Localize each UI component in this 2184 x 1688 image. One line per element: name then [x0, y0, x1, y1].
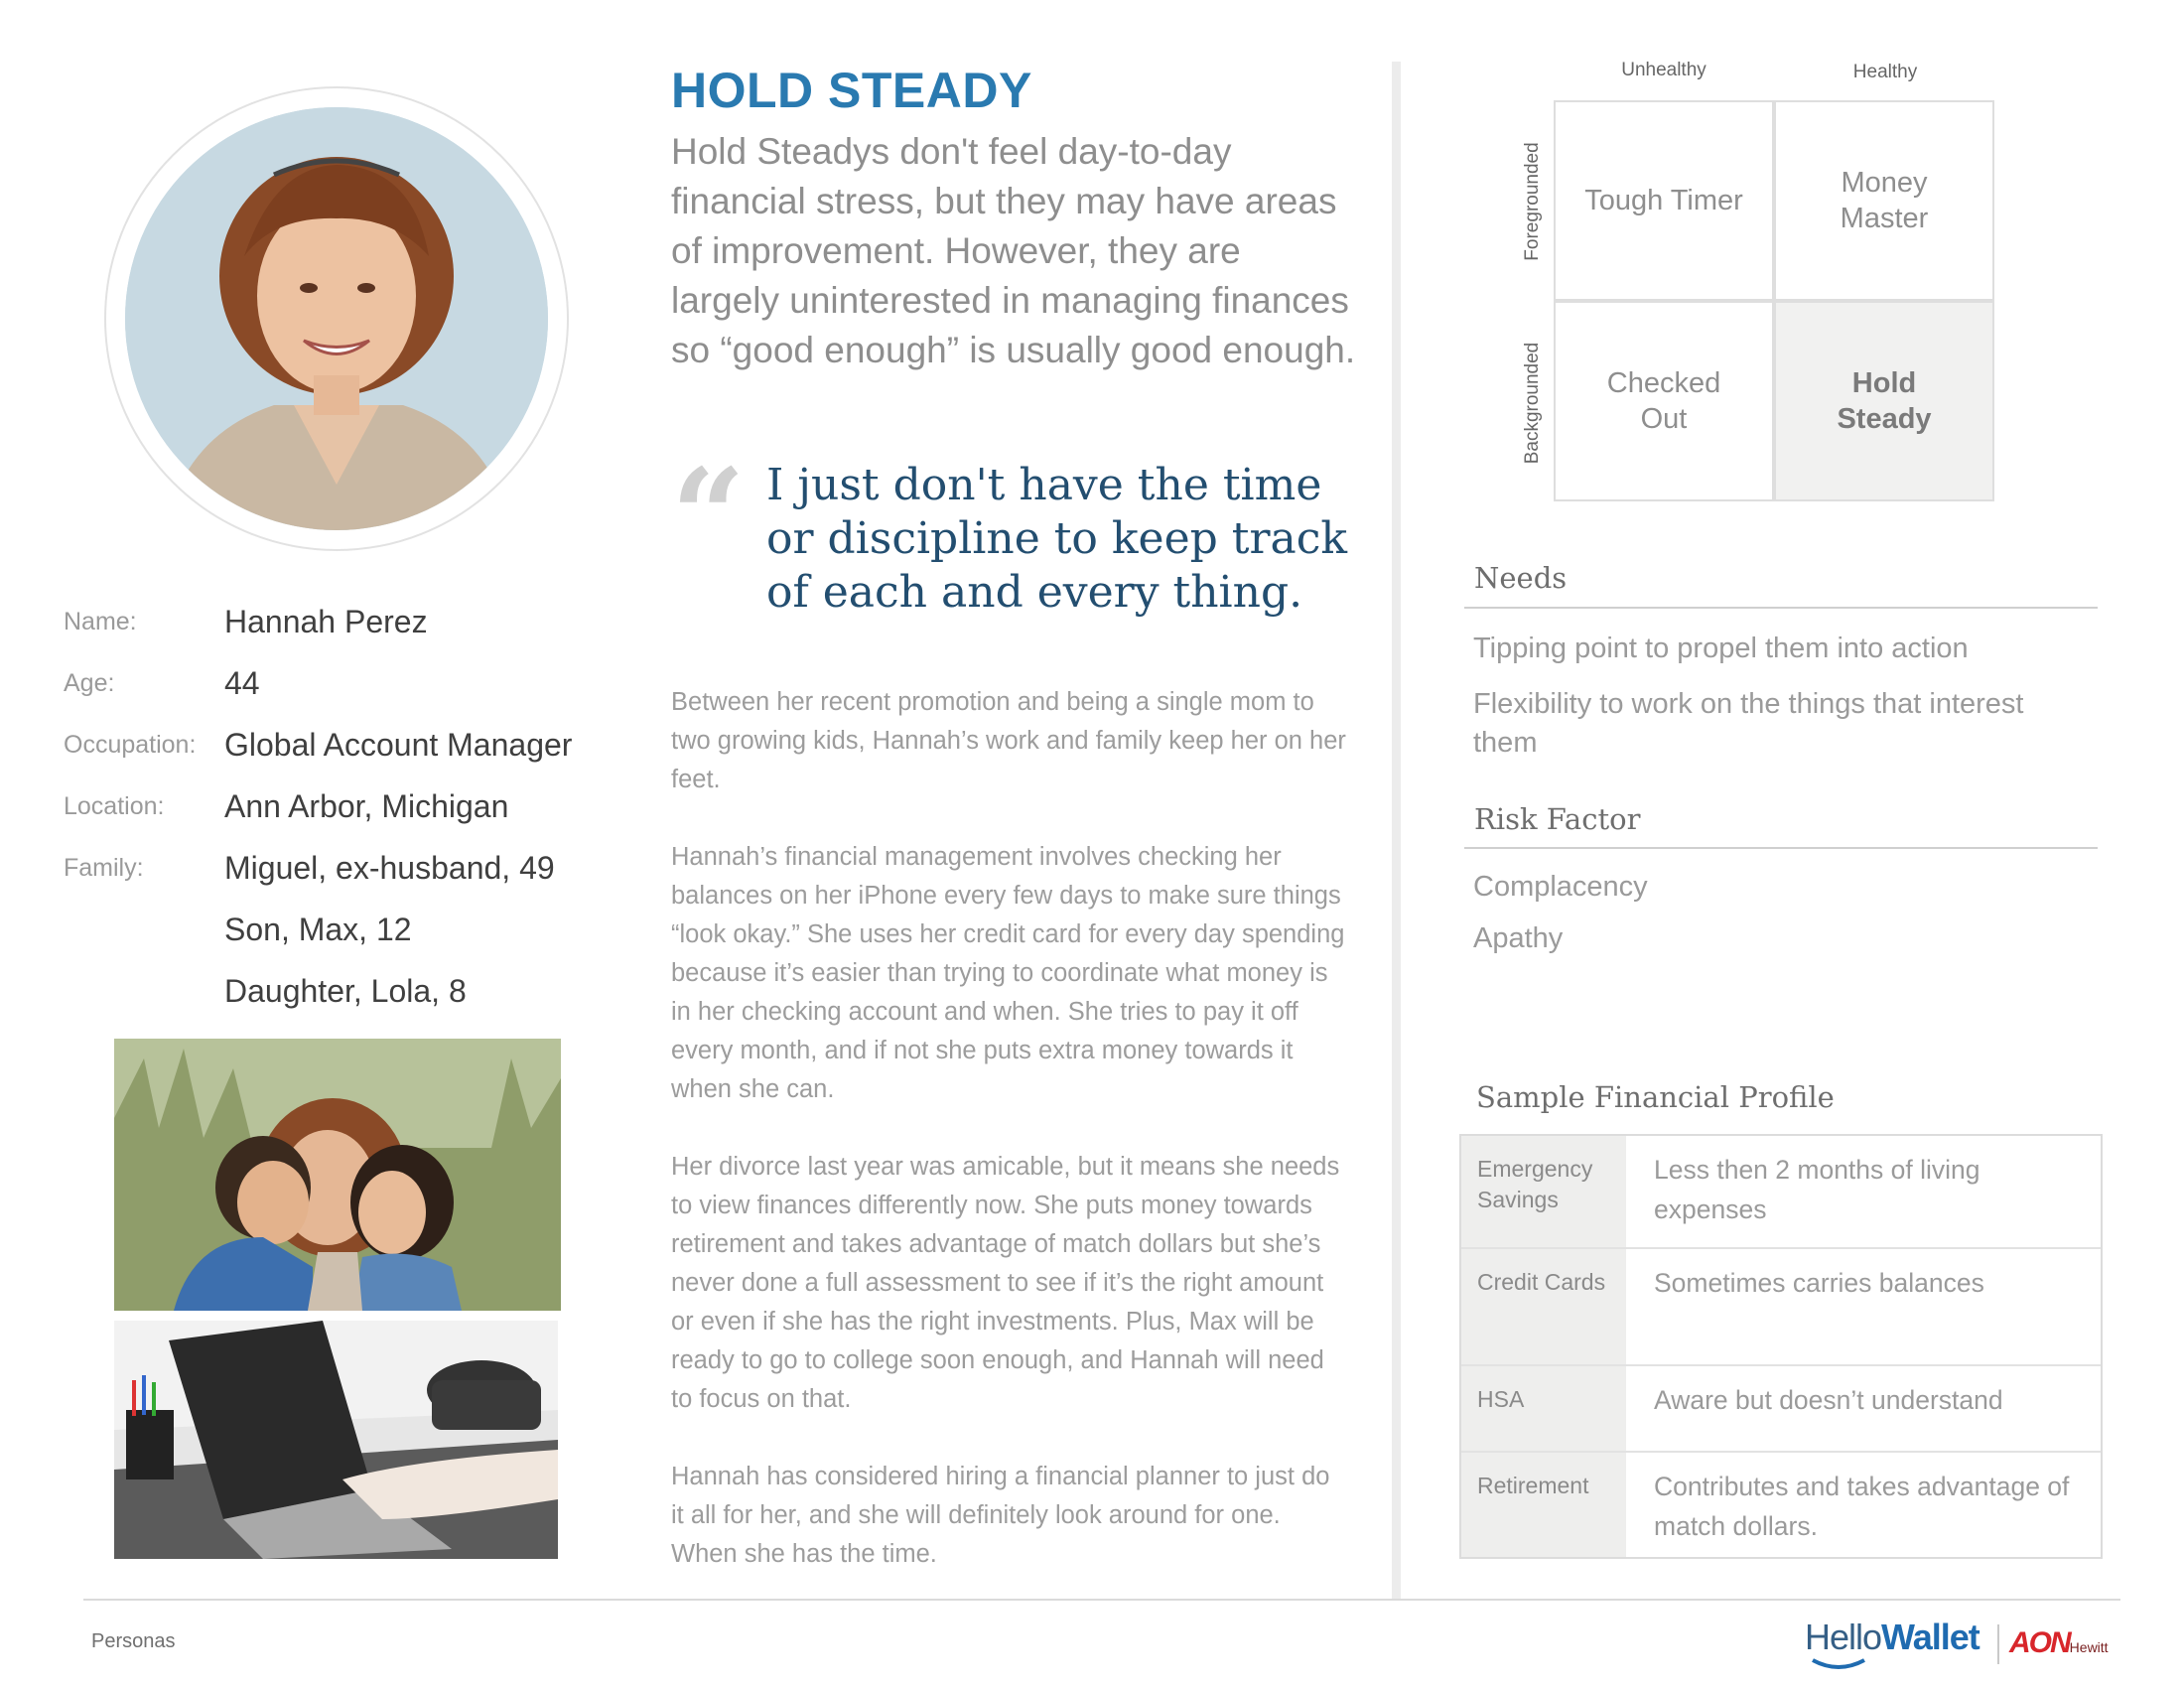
info-row-family-2	[64, 912, 619, 965]
risk-title: Risk Factor	[1474, 802, 1641, 836]
info-row-family	[64, 850, 619, 904]
story-paragraph: Hannah’s financial management involves checking her balances on her iPhone every few days to make sure things “look okay.” She uses her credit card for every day spending because it’s easier than trying to coordinate what money is in her checking account and when. She tries to pay it off every month, and if not she puts extra money towards it when she can.	[671, 843, 1345, 1103]
family-photo	[114, 1039, 561, 1311]
needs-item: Flexibility to work on the things that interest them	[1473, 688, 2024, 759]
brand-name-part: Hello	[1805, 1617, 1882, 1657]
occupation-label: Occupation:	[64, 731, 197, 759]
risk-item: Apathy	[1473, 922, 1564, 954]
persona-portrait-photo	[125, 107, 548, 530]
location-value: Ann Arbor, Michigan	[224, 788, 509, 824]
quadrant-cell-tough-timer	[1554, 100, 1774, 301]
persona-intro: Hold Steadys don't feel day-to-day financial stress, but they may have areas of improvement. However, they are largely uninterested in managing finances so “good enough” is usually good enough.	[671, 131, 1356, 370]
family-member: Miguel, ex-husband, 49	[224, 850, 555, 886]
profile-row	[1461, 1136, 2101, 1247]
persona-quote: I just don't have the time or discipline to keep track of each and every thing.	[766, 460, 1348, 618]
needs-divider	[1464, 607, 2098, 609]
profile-row-label: Retirement	[1461, 1453, 1626, 1557]
quadrant-cell-hold-steady	[1774, 301, 1994, 501]
name-label: Name:	[64, 608, 137, 635]
family-label: Family:	[64, 854, 144, 882]
column-divider	[1392, 62, 1401, 1599]
partner-name: AON	[2009, 1626, 2070, 1659]
location-label: Location:	[64, 792, 165, 820]
profile-title: Sample Financial Profile	[1476, 1080, 1835, 1114]
quadrant-row-label: Backgrounded	[1522, 342, 1543, 465]
profile-row-value: Aware but doesn’t understand	[1654, 1385, 2003, 1415]
persona-title: HOLD STEADY	[671, 63, 1032, 118]
laptop-photo	[114, 1321, 558, 1559]
needs-title: Needs	[1474, 561, 1568, 595]
info-row-location	[64, 788, 619, 842]
smile-icon	[1809, 1658, 1868, 1672]
age-value: 44	[224, 665, 260, 701]
profile-row	[1461, 1366, 2101, 1451]
quadrant-row-label: Foregrounded	[1522, 142, 1543, 261]
family-member: Son, Max, 12	[224, 912, 412, 947]
story-paragraph: Hannah has considered hiring a financial planner to just do it all for her, and she will definitely look around for one. When she has the time.	[671, 1463, 1330, 1568]
quadrant-cell-label: Tough Timer	[1584, 185, 1743, 216]
info-row-family-3	[64, 973, 619, 1027]
profile-row	[1461, 1249, 2101, 1364]
profile-row-label: Credit Cards	[1461, 1249, 1626, 1364]
quadrant-cell-label: Money Master	[1840, 167, 1929, 234]
quadrant-cell-label: Hold Steady	[1837, 367, 1932, 435]
family-member: Daughter, Lola, 8	[224, 973, 467, 1009]
footer-divider	[83, 1599, 2120, 1601]
needs-item: Tipping point to propel them into action	[1473, 633, 1969, 664]
aon-hewitt-logo	[2009, 1626, 2109, 1660]
profile-row	[1461, 1453, 2101, 1557]
info-row-name	[64, 604, 619, 657]
story-paragraph: Between her recent promotion and being a single mom to two growing kids, Hannah’s work and family keep her on her feet.	[671, 688, 1346, 793]
financial-profile-table	[1459, 1134, 2103, 1559]
risk-divider	[1464, 847, 2098, 849]
info-row-occupation	[64, 727, 619, 780]
name-value: Hannah Perez	[224, 604, 428, 639]
quadrant-cell-money-master	[1774, 100, 1994, 301]
profile-row-value: Sometimes carries balances	[1654, 1268, 1984, 1298]
story-paragraph: Her divorce last year was amicable, but it means she needs to view finances differently now. She puts money towards retirement and takes advantage of match dollars but she’s never done a full assessment to see if it’s the right amount or even if she has the right investments. Plus, Max will be ready to go to college soon enough, and Hannah will need to focus on that.	[671, 1153, 1340, 1413]
logo-separator	[1997, 1624, 1999, 1664]
footer-label: Personas	[91, 1630, 176, 1652]
brand-name-part: Wallet	[1881, 1617, 1979, 1657]
info-row-age	[64, 665, 619, 719]
profile-row-value: Less then 2 months of living expenses	[1654, 1155, 1980, 1224]
quadrant-col-label: Unhealthy	[1621, 60, 1706, 80]
quadrant-col-label: Healthy	[1852, 62, 1918, 82]
profile-row-label: HSA	[1461, 1366, 1626, 1451]
quote-mark-icon: “	[671, 440, 746, 592]
occupation-value: Global Account Manager	[224, 727, 573, 763]
quadrant-cell-checked-out	[1554, 301, 1774, 501]
profile-row-value: Contributes and takes advantage of match dollars.	[1654, 1472, 2070, 1541]
quadrant-cell-label: Checked Out	[1606, 367, 1721, 435]
profile-row-label: Emergency Savings	[1461, 1136, 1626, 1247]
partner-sub: Hewitt	[2069, 1639, 2109, 1655]
hellowallet-logo	[1805, 1617, 1979, 1658]
risk-item: Complacency	[1473, 871, 1648, 903]
age-label: Age:	[64, 669, 115, 697]
